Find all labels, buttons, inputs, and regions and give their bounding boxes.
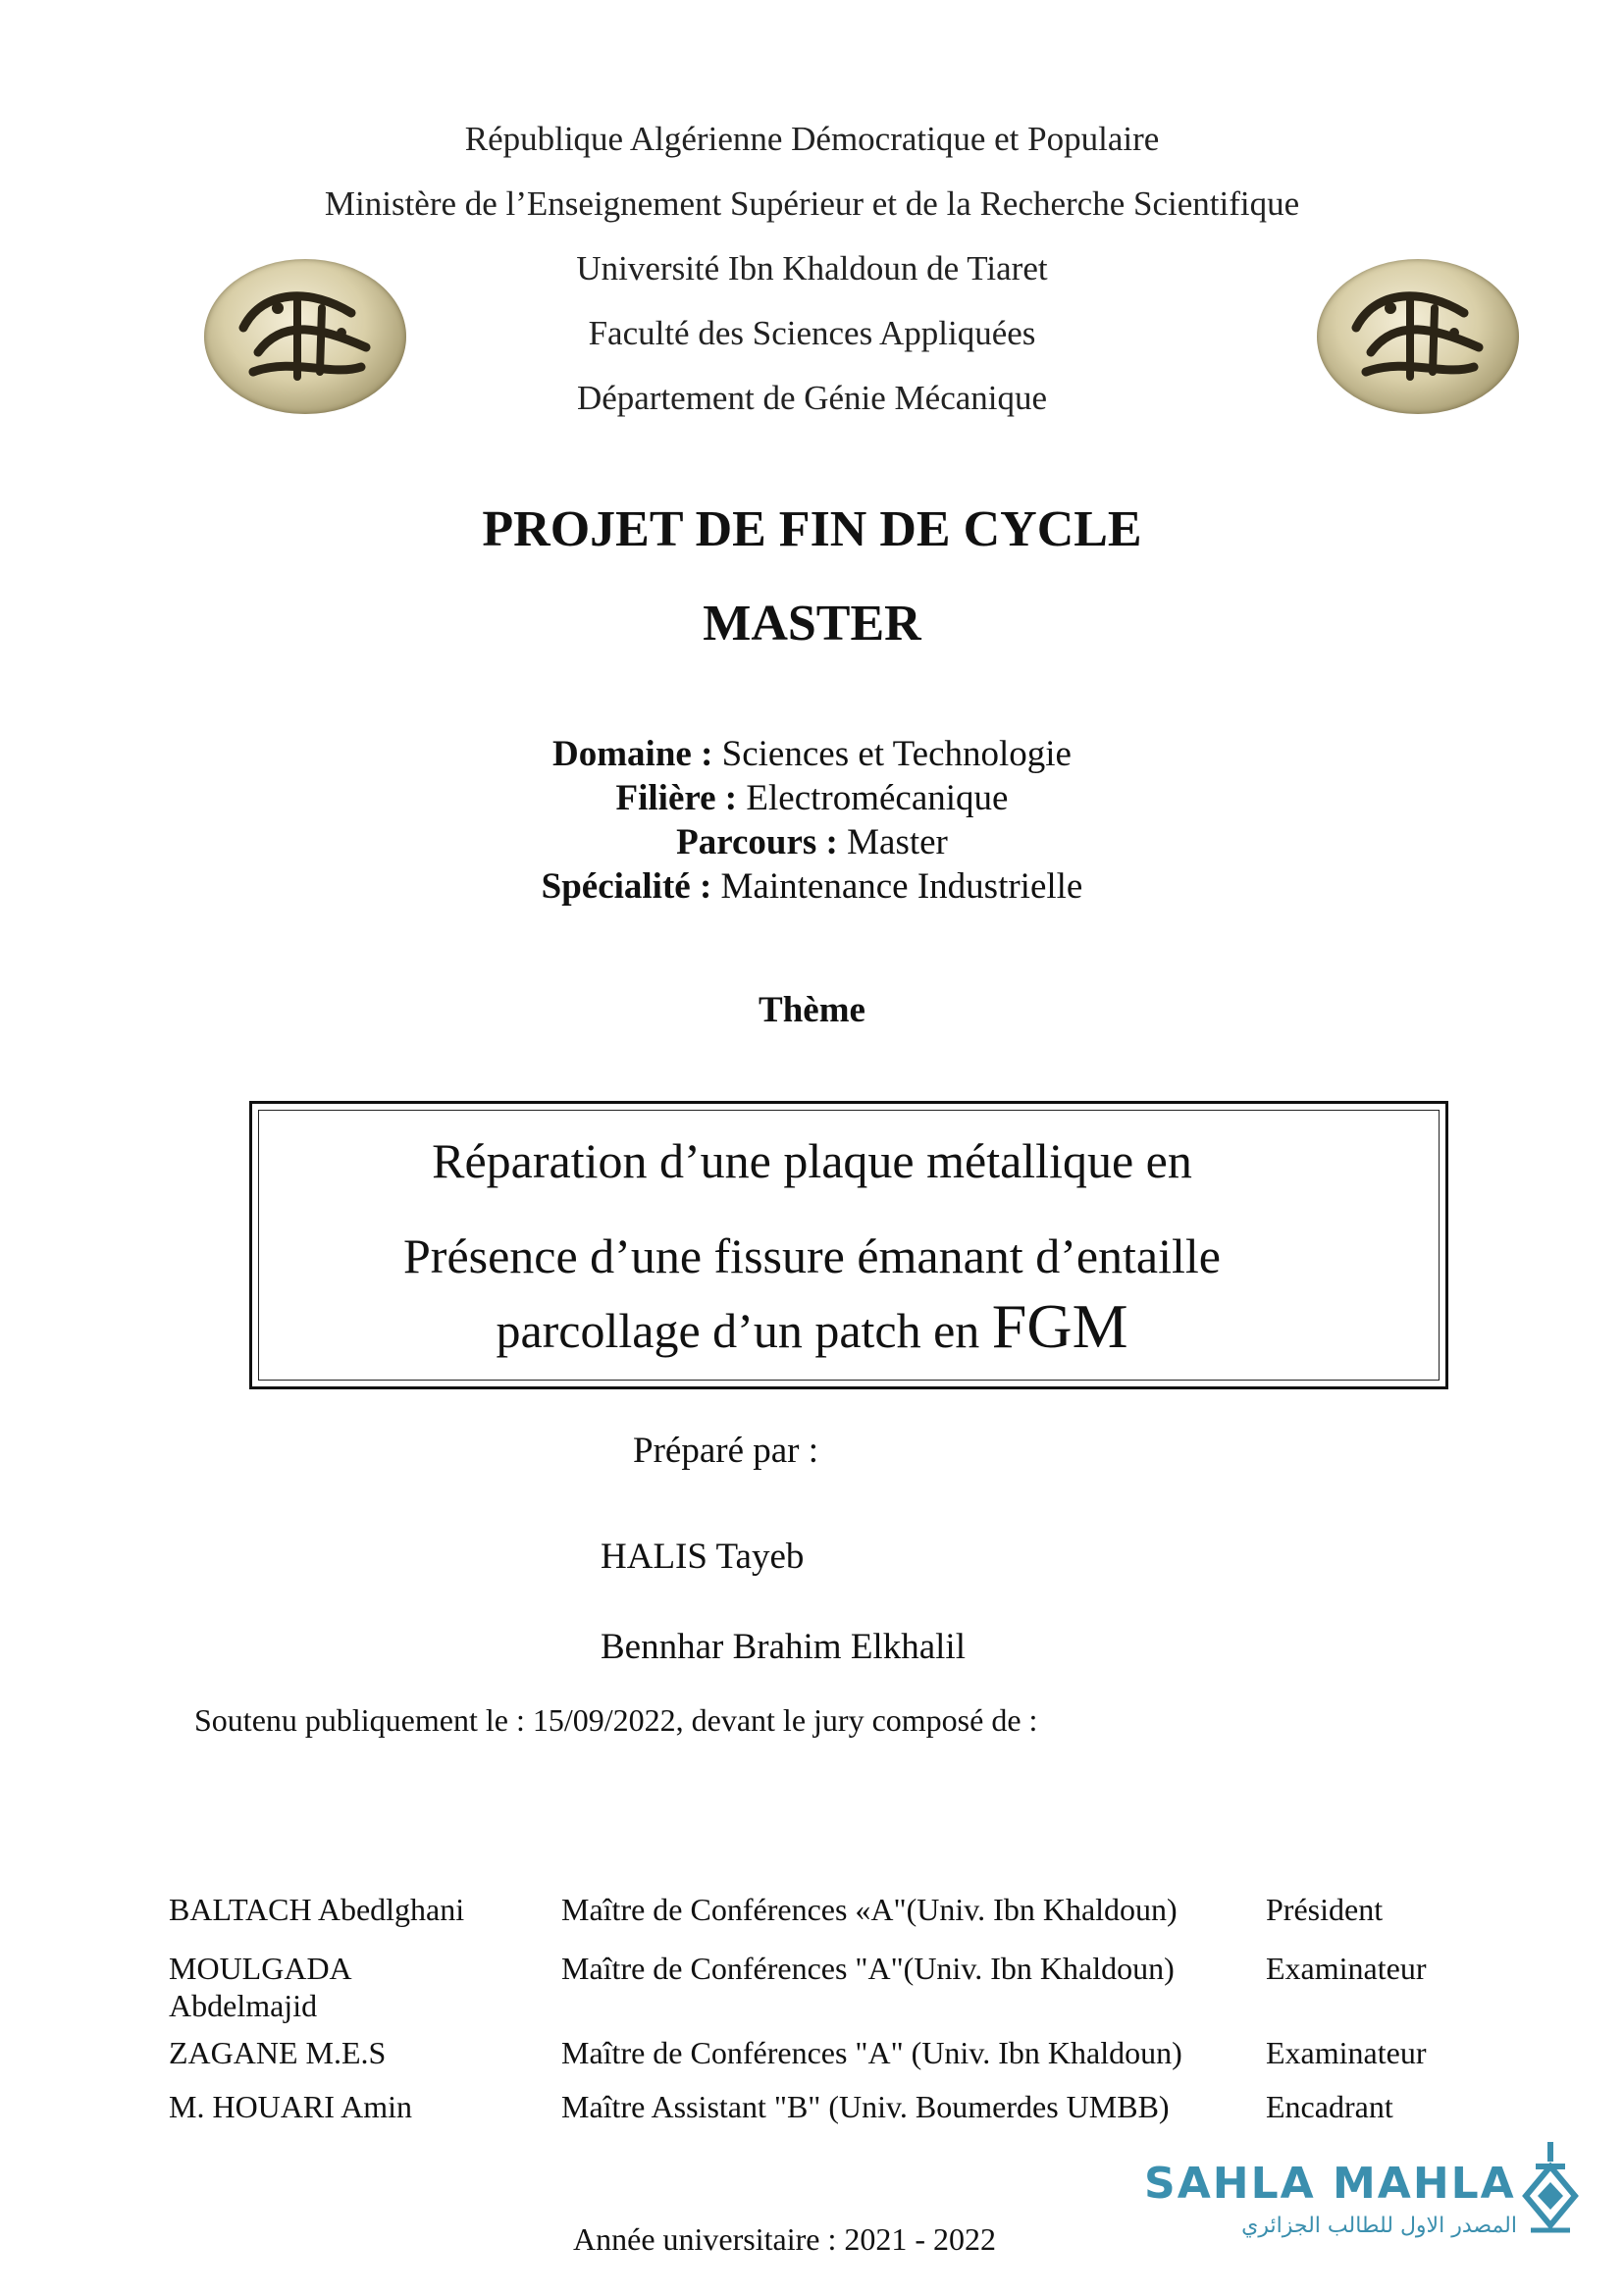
jury-name: BALTACH Abedlghani	[169, 1892, 465, 1927]
jury-name-line-2: Abdelmajid	[169, 1988, 318, 2023]
theme-line-2: Présence d’une fissure émanant d’entaille	[403, 1228, 1221, 1283]
jury-title: Maître de Conférences "A"(Univ. Ibn Khaldoun)	[561, 1951, 1175, 1986]
watermark-logo-icon	[1516, 2137, 1585, 2245]
field-parcours-label: Parcours :	[676, 822, 838, 862]
jury-name: M. HOUARI Amin	[169, 2089, 413, 2124]
jury-role: Examinateur	[1266, 1951, 1427, 1986]
header-department: Département de Génie Mécanique	[576, 379, 1048, 417]
jury-title: Maître Assistant "B" (Univ. Boumerdes UMBB)	[561, 2089, 1170, 2124]
header-republic: République Algérienne Démocratique et Populaire	[464, 120, 1160, 158]
field-specialite-label: Spécialité :	[541, 866, 712, 907]
prepared-by-label: Préparé par :	[633, 1431, 819, 1471]
jury-title: Maître de Conférences «A"(Univ. Ibn Khaldoun)	[561, 1892, 1178, 1927]
header-ministry: Ministère de l’Enseignement Supérieur et de la Recherche Scientifique	[324, 184, 1300, 223]
header-university: Université Ibn Khaldoun de Tiaret	[576, 249, 1048, 287]
jury-role: Examinateur	[1266, 2035, 1427, 2070]
watermark-tagline: المصدر الاول للطالب الجزائري	[1241, 2214, 1517, 2238]
theme-line-3	[0, 1291, 1624, 1361]
field-domaine-label: Domaine :	[552, 734, 713, 774]
degree-title: MASTER	[703, 596, 921, 652]
jury-name: MOULGADA	[169, 1951, 352, 1986]
watermark-brand: SAHLA MAHLA	[1144, 2159, 1516, 2209]
field-domaine	[0, 736, 1624, 772]
field-specialite-value: Maintenance Industrielle	[720, 866, 1083, 907]
field-parcours-value: Master	[847, 822, 948, 862]
field-domaine-value: Sciences et Technologie	[721, 734, 1072, 774]
field-parcours	[0, 824, 1624, 861]
theme-line-1: Réparation d’une plaque métallique en	[432, 1133, 1192, 1188]
student-1: HALIS Tayeb	[601, 1537, 805, 1577]
project-title: PROJET DE FIN DE CYCLE	[482, 501, 1142, 557]
jury-name: ZAGANE M.E.S	[169, 2035, 387, 2070]
field-filiere-label: Filière :	[615, 778, 738, 818]
defense-statement: Soutenu publiquement le : 15/09/2022, devant le jury composé de :	[194, 1702, 1038, 1738]
theme-label: Thème	[759, 990, 865, 1030]
jury-role: Encadrant	[1266, 2089, 1393, 2124]
header-faculty: Faculté des Sciences Appliquées	[588, 314, 1036, 352]
jury-title: Maître de Conférences "A" (Univ. Ibn Khaldoun)	[561, 2035, 1182, 2070]
field-specialite	[0, 868, 1624, 905]
theme-fgm: FGM	[991, 1291, 1128, 1361]
jury-role: Président	[1266, 1892, 1384, 1927]
student-2: Bennhar Brahim Elkhalil	[601, 1627, 966, 1667]
field-filiere	[0, 780, 1624, 816]
field-filiere-value: Electromécanique	[746, 778, 1009, 818]
theme-line-3-text: parcollage d’un patch en	[496, 1303, 980, 1358]
academic-year: Année universitaire : 2021 - 2022	[573, 2221, 996, 2257]
